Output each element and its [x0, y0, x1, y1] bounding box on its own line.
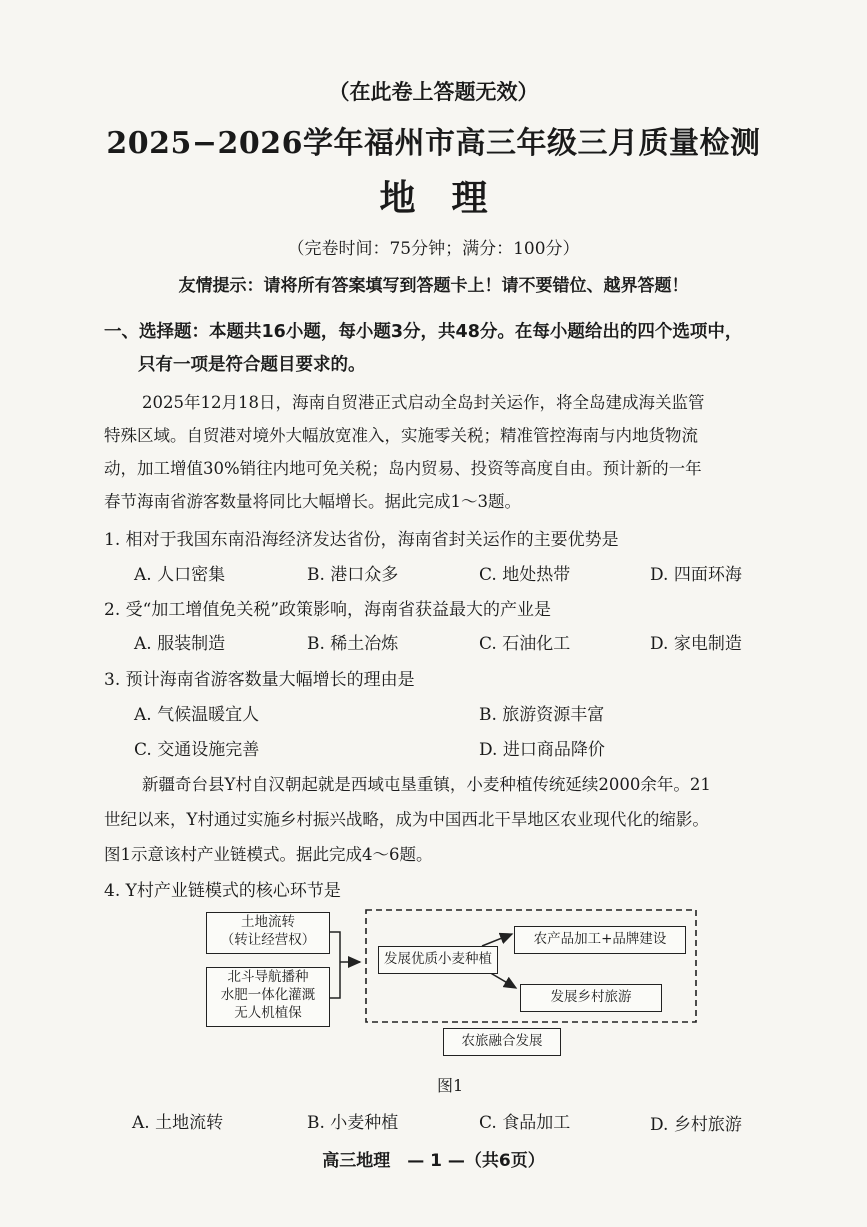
box-technology-line2: 水肥一体化灌溉: [220, 987, 316, 1003]
q2-option-c: C. 石油化工: [479, 634, 571, 654]
box-processing-branding: 农产品加工+品牌建设: [514, 926, 686, 954]
box-land-transfer-line2: （转让经营权）: [220, 932, 316, 948]
figure-1-caption: 图1: [437, 1076, 464, 1095]
box-technology: [206, 967, 330, 1027]
q4-option-d: D. 乡村旅游: [650, 1115, 742, 1135]
q2-option-a: A. 服装制造: [134, 634, 226, 654]
q4-option-c: C. 食品加工: [479, 1113, 571, 1133]
section-heading-line2: 只有一项是符合题目要求的。: [138, 355, 366, 375]
time-info: （完卷时间：75分钟；满分：100分）: [287, 239, 580, 259]
q4-option-b: B. 小麦种植: [307, 1113, 399, 1133]
question-3-stem: 3. 预计海南省游客数量大幅增长的理由是: [104, 670, 415, 690]
q1-option-d: D. 四面环海: [650, 565, 742, 585]
box-technology-line3: 无人机植保: [234, 1005, 302, 1021]
passage1-line: 特殊区域。自贸港对境外大幅放宽准入，实施零关税；精准管控海南与内地货物流: [104, 426, 698, 445]
answer-tip: 友情提示：请将所有答案填写到答题卡上！请不要错位、越界答题！: [178, 276, 689, 296]
exam-title: 2025−2026学年福州市高三年级三月质量检测: [106, 126, 761, 161]
notice: （在此卷上答题无效）: [328, 80, 539, 104]
page-footer: 高三地理 — 1 —（共6页）: [322, 1151, 545, 1171]
question-1-stem: 1. 相对于我国东南沿海经济发达省份，海南省封关运作的主要优势是: [104, 530, 619, 550]
passage1-line: 动，加工增值30%销往内地可免关税；岛内贸易、投资等高度自由。预计新的一年: [104, 459, 702, 478]
q1-option-a: A. 人口密集: [134, 565, 226, 585]
passage2-line: 世纪以来，Y村通过实施乡村振兴战略，成为中国西北干旱地区农业现代化的缩影。: [104, 810, 709, 829]
q3-option-a: A. 气候温暖宜人: [134, 705, 260, 725]
q2-option-b: B. 稀土冶炼: [307, 634, 399, 654]
box-land-transfer-line1: 土地流转: [241, 914, 295, 930]
question-4-stem: 4. Y村产业链模式的核心环节是: [104, 881, 341, 901]
box-rural-tourism: 发展乡村旅游: [520, 984, 662, 1012]
box-agri-tourism-integration: 农旅融合发展: [443, 1028, 561, 1056]
passage2-line: 新疆奇台县Y村自汉朝起就是西域屯垦重镇，小麦种植传统延续2000余年。21: [142, 775, 711, 794]
passage1-line: 2025年12月18日，海南自贸港正式启动全岛封关运作，将全岛建成海关监管: [142, 393, 705, 412]
question-2-stem: 2. 受“加工增值免关税”政策影响，海南省获益最大的产业是: [104, 600, 552, 620]
q2-option-d: D. 家电制造: [650, 634, 742, 654]
passage1-line: 春节海南省游客数量将同比大幅增长。据此完成1～3题。: [104, 492, 521, 511]
box-technology-line1: 北斗导航播种: [227, 969, 309, 985]
section-heading-line1: 一、选择题：本题共16小题，每小题3分，共48分。在每小题给出的四个选项中，: [104, 322, 743, 342]
box-land-transfer: [206, 912, 330, 954]
passage2-line: 图1示意该村产业链模式。据此完成4～6题。: [104, 845, 433, 864]
subject-title: 地 理: [379, 177, 488, 219]
q3-option-d: D. 进口商品降价: [479, 740, 605, 760]
box-wheat-planting: 发展优质小麦种植: [378, 946, 498, 974]
q1-option-c: C. 地处热带: [479, 565, 571, 585]
q4-option-a: A. 土地流转: [132, 1113, 224, 1133]
q3-option-c: C. 交通设施完善: [134, 740, 260, 760]
q3-option-b: B. 旅游资源丰富: [479, 705, 605, 725]
q1-option-b: B. 港口众多: [307, 565, 399, 585]
